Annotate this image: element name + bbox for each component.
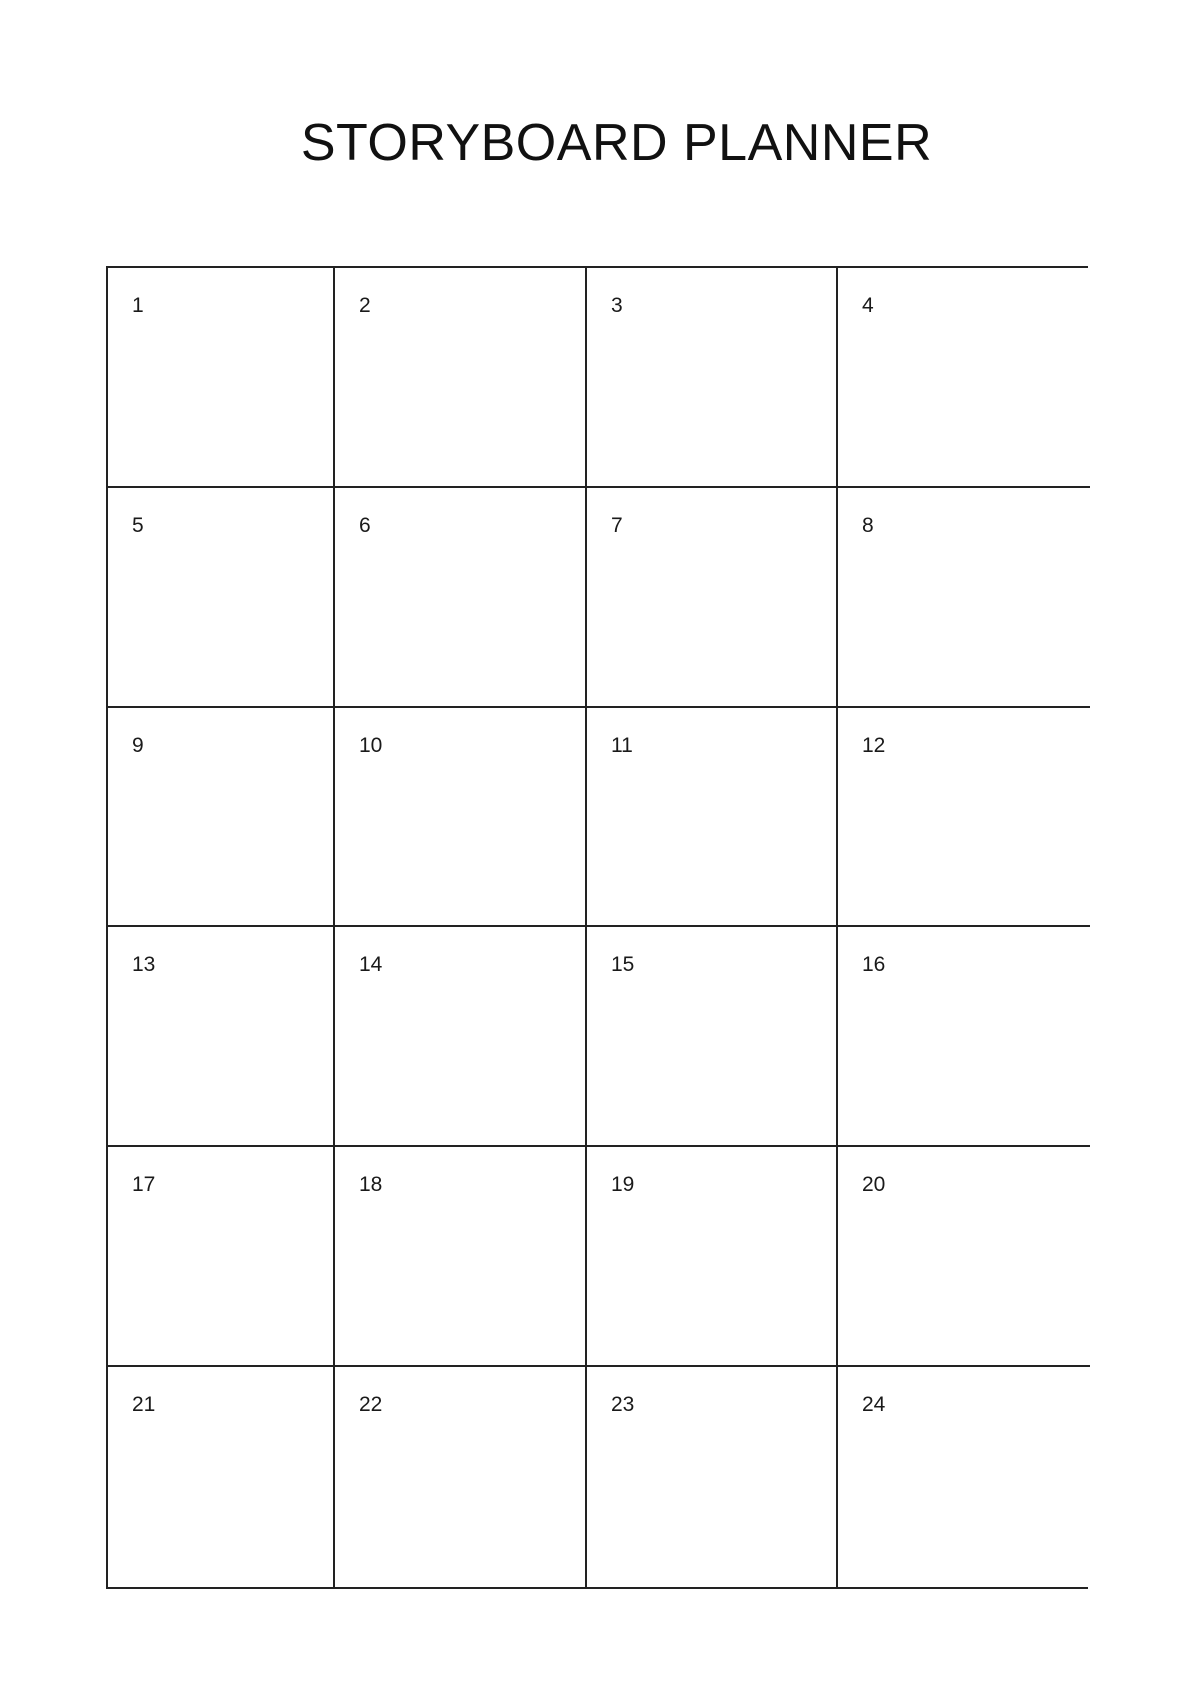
- storyboard-panel: [335, 1367, 587, 1587]
- storyboard-panel: [838, 927, 1090, 1147]
- panel-number: 6: [359, 513, 371, 537]
- storyboard-panel: [587, 268, 838, 488]
- storyboard-panel: [587, 1147, 838, 1367]
- panel-number: 19: [611, 1173, 635, 1197]
- storyboard-panel: [838, 708, 1090, 928]
- panel-number: 14: [359, 953, 383, 977]
- storyboard-panel: [838, 488, 1090, 708]
- storyboard-panel: [108, 927, 335, 1147]
- panel-number: 2: [359, 294, 371, 317]
- panel-number: 16: [862, 953, 886, 977]
- panel-number: 10: [359, 733, 383, 757]
- storyboard-panel: [838, 268, 1090, 488]
- storyboard-panel: [838, 1147, 1090, 1367]
- panel-number: 13: [132, 953, 156, 977]
- storyboard-panel: [108, 488, 335, 708]
- storyboard-panel: [587, 927, 838, 1147]
- panel-number: 15: [611, 953, 635, 977]
- storyboard-panel: [335, 927, 587, 1147]
- panel-number: 17: [132, 1173, 156, 1197]
- storyboard-grid: [106, 266, 1088, 1589]
- panel-number: 11: [611, 733, 633, 757]
- storyboard-panel: [335, 1147, 587, 1367]
- storyboard-panel: [335, 708, 587, 928]
- storyboard-panel: [108, 268, 335, 488]
- panel-number: 1: [132, 294, 144, 317]
- storyboard-panel: [108, 1367, 335, 1587]
- storyboard-panel: [335, 268, 587, 488]
- panel-number: 24: [862, 1393, 886, 1417]
- panel-number: 22: [359, 1393, 383, 1417]
- panel-number: 18: [359, 1173, 383, 1197]
- storyboard-panel: [587, 488, 838, 708]
- storyboard-panel: [335, 488, 587, 708]
- storyboard-panel: [108, 1147, 335, 1367]
- panel-number: 3: [611, 294, 623, 317]
- page-title: STORYBOARD PLANNER: [300, 114, 933, 172]
- storyboard-panel: [838, 1367, 1090, 1587]
- panel-number: 9: [132, 733, 144, 757]
- panel-number: 20: [862, 1173, 886, 1197]
- panel-number: 23: [611, 1393, 635, 1417]
- panel-number: 21: [132, 1393, 156, 1417]
- panel-number: 7: [611, 513, 623, 537]
- panel-number: 12: [862, 733, 886, 757]
- storyboard-panel: [587, 1367, 838, 1587]
- storyboard-panel: [587, 708, 838, 928]
- storyboard-panel: [108, 708, 335, 928]
- panel-number: 4: [862, 294, 874, 317]
- panel-number: 8: [862, 513, 874, 537]
- panel-number: 5: [132, 513, 144, 537]
